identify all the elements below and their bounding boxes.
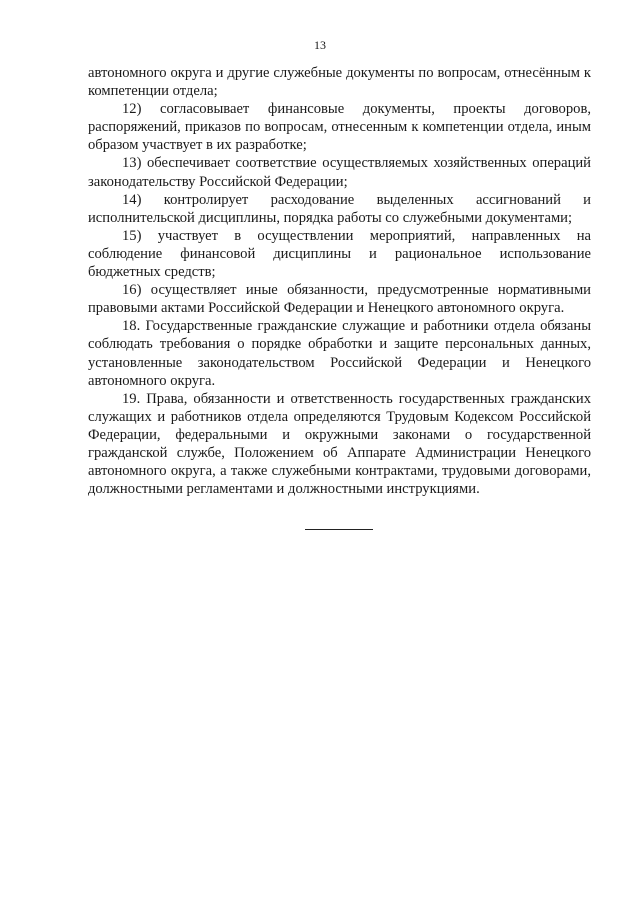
page-number: 13 bbox=[314, 38, 326, 52]
document-body bbox=[88, 64, 591, 498]
paragraph-section-19: 19. Права, обязанности и ответственность государственных гражданских служащих и работников отдела определяются Трудовым Кодексом Российской Федерации, федеральными и окружными законами о государственной гражданской службе, Положением об Аппарате Администрации Ненецкого автономного округа, а также служебными контрактами, трудовыми договорами, должностными регламентами и должностными инструкциями. bbox=[88, 390, 591, 498]
paragraph-item-15: 15) участвует в осуществлении мероприятий, направленных на соблюдение финансовой дисциплины и рациональное использование бюджетных средств; bbox=[88, 227, 591, 281]
paragraph-item-13: 13) обеспечивает соответствие осуществляемых хозяйственных операций законодательству Российской Федерации; bbox=[88, 155, 591, 190]
paragraph-item-14: 14) контролирует расходование выделенных ассигнований и исполнительской дисциплины, порядка работы со служебными документами; bbox=[88, 191, 591, 226]
paragraph-section-18: 18. Государственные гражданские служащие и работники отдела обязаны соблюдать требования о порядке обработки и защите персональных данных, установленные законодательством Российской Федерации и Ненецкого автономного округа. bbox=[88, 318, 591, 389]
paragraph-item-12: 12) согласовывает финансовые документы, проекты договоров, распоряжений, приказов по вопросам, отнесенным к компетенции отдела, иным образом участвует в их разработке; bbox=[88, 101, 591, 154]
paragraph-continuation: автономного округа и другие служебные документы по вопросам, отнесённым к компетенции отдела; bbox=[88, 65, 591, 100]
closing-divider-line bbox=[305, 529, 373, 530]
paragraph-item-16: 16) осуществляет иные обязанности, предусмотренные нормативными правовыми актами Российской Федерации и Ненецкого автономного округа. bbox=[88, 282, 591, 317]
